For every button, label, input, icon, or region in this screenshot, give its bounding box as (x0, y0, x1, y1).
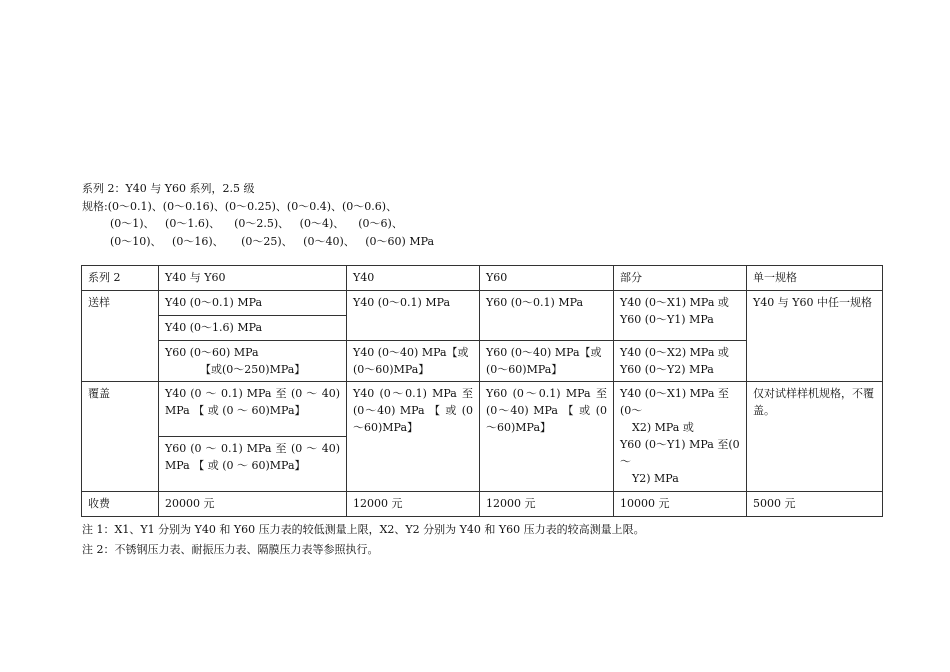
table-cell (159, 341, 347, 382)
table-cell: Y40 (0～0.1) MPa (159, 291, 347, 316)
cell-line: Y40 (0～X1) MPa 至(0～ (620, 387, 729, 417)
row-label-fee: 收费 (82, 492, 159, 517)
cell-line: 【或(0～250)MPa】 (200, 363, 306, 376)
spec-line-1: 规格:(0～0.1)、(0～0.16)、(0～0.25)、(0～0.4)、(0～0.6)、 (82, 199, 398, 213)
spec-line-3: (0～10)、 (0～16)、 (0～25)、 (0～40)、 (0～60) MPa (82, 234, 435, 248)
note-1: 注 1：X1、Y1 分别为 Y40 和 Y60 压力表的较低测量上限，X2、Y2 分别为 Y40 和 Y60 压力表的较高测量上限。 (82, 523, 645, 536)
table-row (82, 291, 883, 316)
fee-table (81, 265, 883, 517)
cell-line: Y2) MPa (632, 472, 679, 485)
notes-block (82, 520, 645, 560)
spec-line-2: (0～1)、 (0～1.6)、 (0～2.5)、 (0～4)、 (0～6)、 (82, 217, 403, 230)
header-cell: Y40 (347, 266, 480, 291)
header-cell: 部分 (614, 266, 747, 291)
series-title: 系列 2：Y40 与 Y60 系列，2.5 级 (82, 182, 255, 195)
table-cell: Y40 (0 ～ 0.1) MPa 至 (0 ～ 40) MPa 【 或 (0 ～ 60)MPa】 (159, 382, 347, 437)
table-cell: Y60 (0～0.1) MPa 至(0～40) MPa 【 或 (0～60)MPa】 (480, 382, 614, 492)
header-cell: Y60 (480, 266, 614, 291)
cell-line: Y60 (0～Y1) MPa 至(0～ (620, 438, 740, 468)
table-cell: 仅对试样样机规格，不覆盖。 (747, 382, 883, 492)
fee-cell: 12000 元 (347, 492, 480, 517)
note-2: 注 2：不锈钢压力表、耐振压力表、隔膜压力表等参照执行。 (82, 543, 379, 556)
row-label-cover: 覆盖 (82, 382, 159, 492)
fee-cell: 5000 元 (747, 492, 883, 517)
table-cell: Y40 (0～X2) MPa 或 Y60 (0～Y2) MPa (614, 341, 747, 382)
table-cell: Y60 (0 ～ 0.1) MPa 至 (0 ～ 40) MPa 【 或 (0 ～ 60)MPa】 (159, 437, 347, 492)
table-row (82, 492, 883, 517)
intro-block (82, 180, 434, 250)
fee-cell: 20000 元 (159, 492, 347, 517)
cell-line: X2) MPa 或 (632, 421, 694, 434)
table-cell: Y40 (0～40) MPa【或(0～60)MPa】 (347, 341, 480, 382)
table-cell: Y40 (0～1.6) MPa (159, 316, 347, 341)
table-cell: Y60 (0～40) MPa【或(0～60)MPa】 (480, 341, 614, 382)
table-header-row (82, 266, 883, 291)
table-cell: Y40 与 Y60 中任一规格 (747, 291, 883, 382)
table-cell: Y40 (0～X1) MPa 或 Y60 (0～Y1) MPa (614, 291, 747, 341)
table-cell: Y40 (0～0.1) MPa 至(0～40) MPa 【 或 (0～60)MPa】 (347, 382, 480, 492)
row-label-send: 送样 (82, 291, 159, 382)
header-cell: 单一规格 (747, 266, 883, 291)
table-cell: Y60 (0～0.1) MPa (480, 291, 614, 341)
header-cell: 系列 2 (82, 266, 159, 291)
fee-cell: 10000 元 (614, 492, 747, 517)
header-cell: Y40 与 Y60 (159, 266, 347, 291)
table-cell (614, 382, 747, 492)
table-row (82, 382, 883, 437)
cell-line: Y60 (0～60) MPa (165, 346, 259, 359)
table-cell: Y40 (0～0.1) MPa (347, 291, 480, 341)
fee-cell: 12000 元 (480, 492, 614, 517)
